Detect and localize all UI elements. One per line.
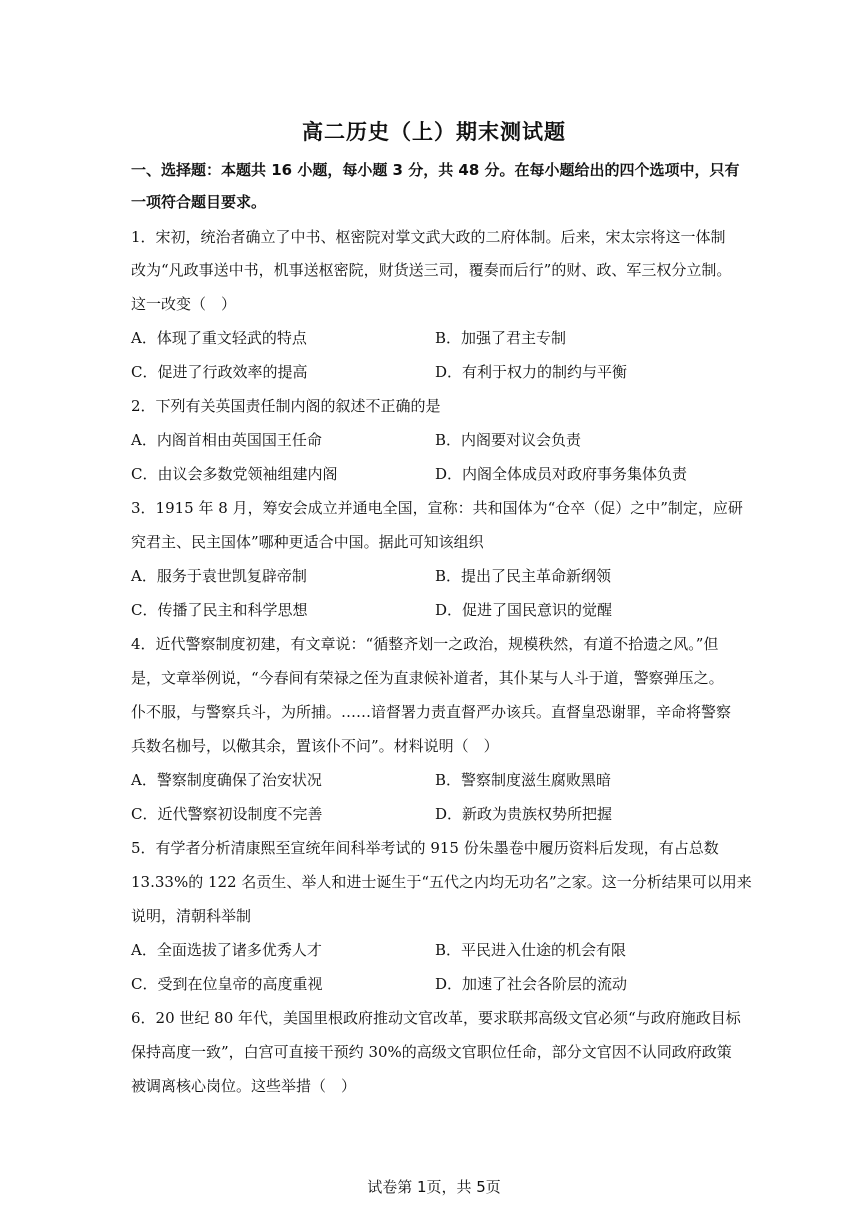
question-4-line-4: 兵数名枷号，以儆其余，置该仆不问”。材料说明（ ） bbox=[131, 737, 499, 755]
question-1-line-1: 1．宋初，统治者确立了中书、枢密院对掌文武大政的二府体制。后来，宋太宗将这一体制 bbox=[131, 228, 726, 246]
question-5-option-a[interactable]: A．全面选拔了诸多优秀人才 bbox=[131, 941, 322, 959]
question-6-line-3: 被调离核心岗位。这些举措（ ） bbox=[131, 1077, 357, 1095]
section-heading-line-2: 一项符合题目要求。 bbox=[131, 193, 267, 211]
question-3-option-c[interactable]: C．传播了民主和科学思想 bbox=[131, 601, 308, 619]
question-4-line-3: 仆不服，与警察兵斗，为所捕。……谙督署力责直督严办该兵。直督皇恐谢罪，辛命将警察 bbox=[131, 703, 732, 721]
question-5-option-d[interactable]: D．加速了社会各阶层的流动 bbox=[435, 975, 628, 993]
question-4-option-d[interactable]: D．新政为贵族权势所把握 bbox=[435, 805, 613, 823]
question-1-option-c[interactable]: C．促进了行政效率的提高 bbox=[131, 363, 308, 381]
question-3-option-d[interactable]: D．促进了国民意识的觉醒 bbox=[435, 601, 613, 619]
section-heading-line-1: 一、选择题：本题共 16 小题，每小题 3 分，共 48 分。在每小题给出的四个选项中，只有 bbox=[131, 161, 740, 179]
question-3-line-2: 究君主、民主国体”哪种更适合中国。据此可知该组织 bbox=[131, 533, 484, 551]
question-1-line-3: 这一改变（ ） bbox=[131, 295, 237, 313]
question-1-option-a[interactable]: A．体现了重文轻武的特点 bbox=[131, 329, 307, 347]
question-5-line-1: 5．有学者分析清康熙至宣统年间科举考试的 915 份朱墨卷中履历资料后发现，有占总数 bbox=[131, 839, 719, 857]
question-2-option-a[interactable]: A．内阁首相由英国国王任命 bbox=[131, 431, 322, 449]
question-5-line-2: 13.33%的 122 名贡生、举人和进士诞生于“五代之内均无功名”之家。这一分析结果可以用来 bbox=[131, 873, 752, 891]
question-5-option-c[interactable]: C．受到在位皇帝的高度重视 bbox=[131, 975, 323, 993]
question-3-option-b[interactable]: B．提出了民主革命新纲领 bbox=[435, 567, 612, 585]
question-4-line-2: 是，文章举例说，“今春间有荣禄之侄为直隶候补道者，其仆某与人斗于道，警察弹压之。 bbox=[131, 669, 724, 687]
question-6-line-1: 6．20 世纪 80 年代，美国里根政府推动文官改革，要求联邦高级文官必须“与政府施政目标 bbox=[131, 1009, 741, 1027]
question-4-line-1: 4．近代警察制度初建，有文章说：“循整齐划一之政治，规模秩然，有道不拾遗之风。”但 bbox=[131, 635, 719, 653]
question-1-option-b[interactable]: B．加强了君主专制 bbox=[435, 329, 567, 347]
page-title: 高二历史（上）期末测试题 bbox=[302, 120, 566, 144]
question-5-option-b[interactable]: B．平民进入仕途的机会有限 bbox=[435, 941, 627, 959]
question-2-line-1: 2．下列有关英国责任制内阁的叙述不正确的是 bbox=[131, 397, 441, 415]
question-6-line-2: 保持高度一致”，白宫可直接干预约 30%的高级文官职位任命，部分文官因不认同政府政策 bbox=[131, 1043, 732, 1061]
question-5-line-3: 说明，清朝科举制 bbox=[131, 907, 252, 925]
question-2-option-d[interactable]: D．内阁全体成员对政府事务集体负责 bbox=[435, 465, 688, 483]
question-4-option-b[interactable]: B．警察制度滋生腐败黑暗 bbox=[435, 771, 612, 789]
question-3-line-1: 3．1915 年 8 月，筹安会成立并通电全国，宣称：共和国体为“仓卒（促）之中”制定，应研 bbox=[131, 499, 743, 517]
page-footer: 试卷第 1页，共 5页 bbox=[367, 1178, 501, 1196]
question-1-line-2: 改为“凡政事送中书，机事送枢密院，财货送三司，覆奏而后行”的财、政、军三权分立制。 bbox=[131, 261, 732, 279]
question-3-option-a[interactable]: A．服务于袁世凯复辟帝制 bbox=[131, 567, 307, 585]
question-4-option-a[interactable]: A．警察制度确保了治安状况 bbox=[131, 771, 322, 789]
question-4-option-c[interactable]: C．近代警察初设制度不完善 bbox=[131, 805, 323, 823]
question-1-option-d[interactable]: D．有利于权力的制约与平衡 bbox=[435, 363, 628, 381]
question-2-option-b[interactable]: B．内阁要对议会负责 bbox=[435, 431, 582, 449]
question-2-option-c[interactable]: C．由议会多数党领袖组建内阁 bbox=[131, 465, 338, 483]
